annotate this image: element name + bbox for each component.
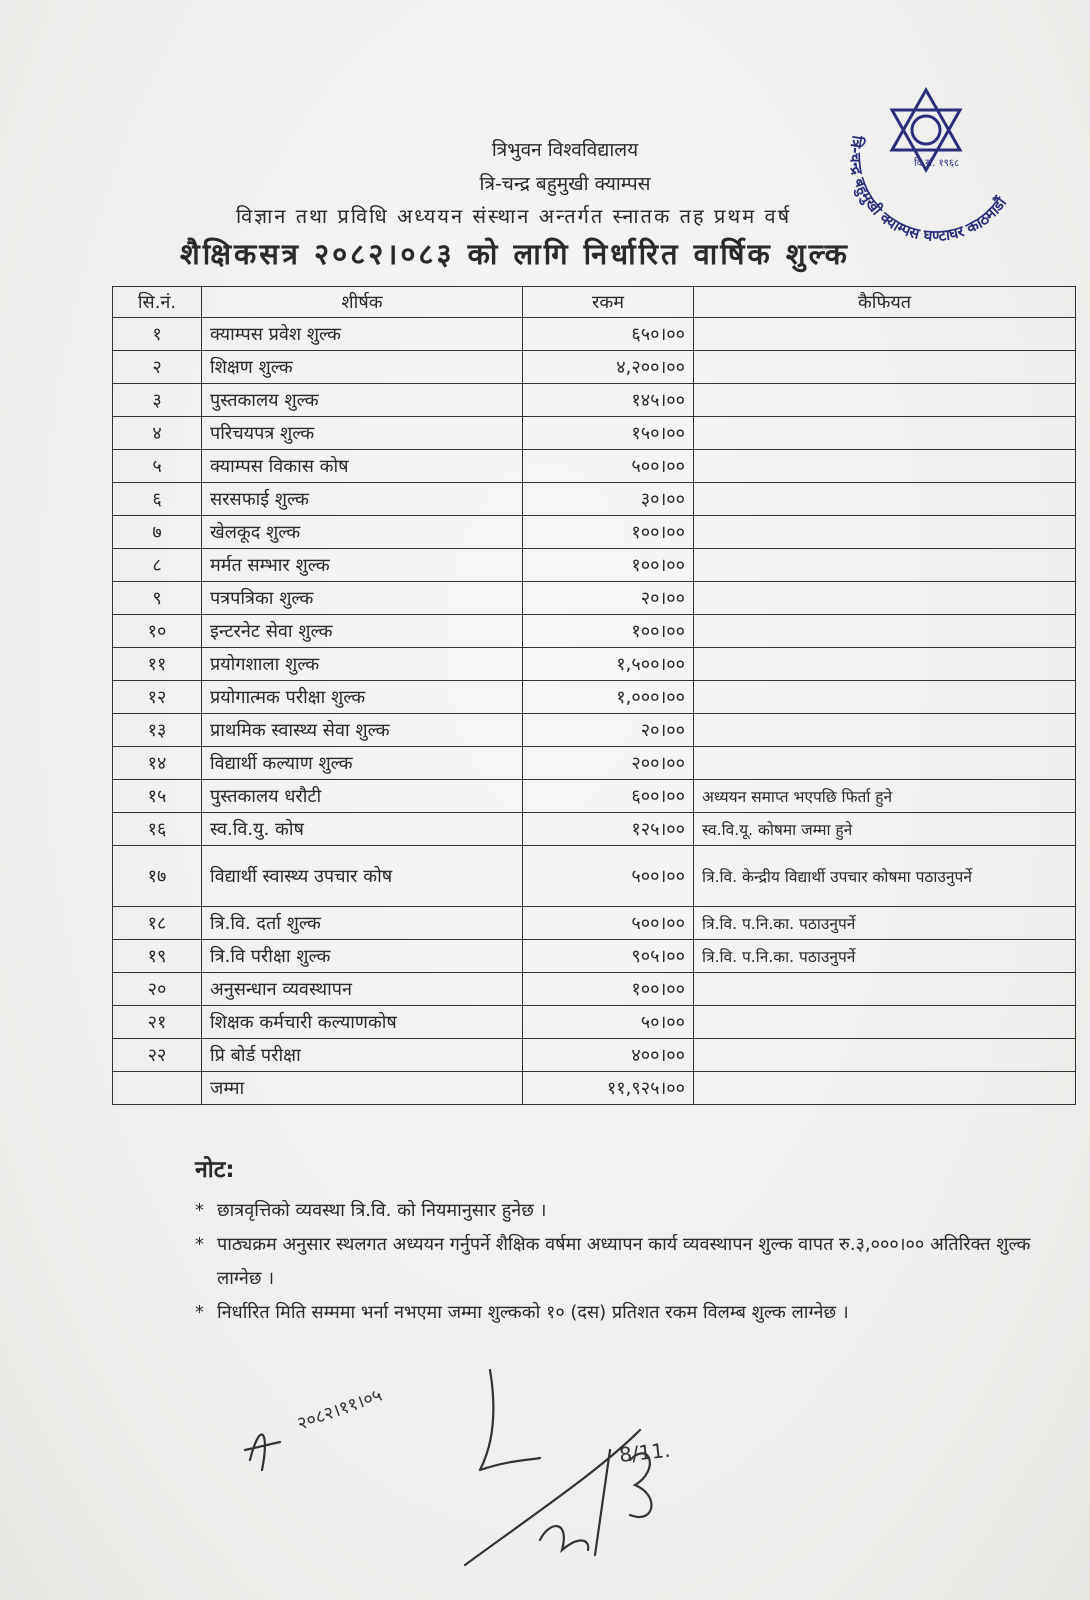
- remark-cell: [694, 582, 1076, 615]
- table-row: [113, 549, 1076, 582]
- remark-cell: [694, 384, 1076, 417]
- remark-cell: [694, 615, 1076, 648]
- title-cell: क्याम्पस प्रवेश शुल्क: [202, 318, 523, 351]
- title-cell: पुस्तकालय धरौटी: [202, 780, 523, 813]
- remark-cell: [694, 450, 1076, 483]
- signature-graphic: [240, 1310, 720, 1580]
- total-sn-cell: [113, 1072, 202, 1105]
- remark-cell: [694, 1006, 1076, 1039]
- fee-table: [112, 286, 1076, 1105]
- sn-cell: १०: [113, 615, 202, 648]
- remark-cell: स्व.वि.यू. कोषमा जम्मा हुने: [694, 813, 1076, 846]
- signature-stroke: [245, 1435, 280, 1470]
- title-cell: शिक्षक कर्मचारी कल्याणकोष: [202, 1006, 523, 1039]
- amount-cell: १,५००।००: [523, 648, 694, 681]
- table-row: [113, 318, 1076, 351]
- table-row: [113, 516, 1076, 549]
- sn-cell: १६: [113, 813, 202, 846]
- remark-cell: त्रि.वि. केन्द्रीय विद्यार्थी उपचार कोषमा पठाउनुपर्ने: [694, 846, 1076, 907]
- table-row: [113, 747, 1076, 780]
- table-row: [113, 973, 1076, 1006]
- remark-cell: [694, 483, 1076, 516]
- remark-cell: [694, 648, 1076, 681]
- amount-cell: ३०।००: [523, 483, 694, 516]
- sn-cell: १२: [113, 681, 202, 714]
- table-row: [113, 582, 1076, 615]
- note-item: * पाठ्यक्रम अनुसार स्थलगत अध्ययन गर्नुपर्ने शैक्षिक वर्षमा अध्यापन कार्य व्यवस्थापन शुल्क वापत रु.३,०००।०० अतिरिक्त शुल्क लाग्नेछ ।: [195, 1234, 1031, 1289]
- amount-cell: ६००।००: [523, 780, 694, 813]
- table-header-row: [113, 287, 1076, 318]
- sn-cell: ८: [113, 549, 202, 582]
- title-cell: अनुसन्धान व्यवस्थापन: [202, 973, 523, 1006]
- sn-cell: १७: [113, 846, 202, 907]
- notes-title: नोट:: [195, 1157, 235, 1183]
- table-row: [113, 450, 1076, 483]
- signature-stroke: [595, 1450, 610, 1555]
- note-text: छात्रवृत्तिको व्यवस्था त्रि.वि. को नियमानुसार हुनेछ ।: [217, 1200, 547, 1221]
- amount-cell: ९०५।००: [523, 940, 694, 973]
- campus-name: त्रि-चन्द्र बहुमुखी क्याम्पस: [479, 173, 651, 195]
- title-cell: परिचयपत्र शुल्क: [202, 417, 523, 450]
- header-remarks: कैफियत: [694, 287, 1076, 318]
- table-row: [113, 1006, 1076, 1039]
- table-row: [113, 648, 1076, 681]
- title-cell: प्रयोगात्मक परीक्षा शुल्क: [202, 681, 523, 714]
- header-sn: सि.नं.: [113, 287, 202, 318]
- sn-cell: ११: [113, 648, 202, 681]
- remark-cell: [694, 714, 1076, 747]
- table-row: [113, 813, 1076, 846]
- amount-cell: ४००।००: [523, 1039, 694, 1072]
- sn-cell: २०: [113, 973, 202, 1006]
- title-cell: स्व.वि.यु. कोष: [202, 813, 523, 846]
- amount-cell: १४५।००: [523, 384, 694, 417]
- amount-cell: १००।००: [523, 615, 694, 648]
- remark-cell: [694, 318, 1076, 351]
- title-cell: प्राथमिक स्वास्थ्य सेवा शुल्क: [202, 714, 523, 747]
- sn-cell: १३: [113, 714, 202, 747]
- header-title: शीर्षक: [202, 287, 523, 318]
- title-cell: पुस्तकालय शुल्क: [202, 384, 523, 417]
- table-row: [113, 907, 1076, 940]
- handwritten-date: २०८२।११।०५: [294, 1384, 385, 1435]
- seal-text: त्रि-चन्द्र बहुमुखी क्याम्पस घण्टाघर काठमाडौं: [848, 134, 1010, 245]
- sn-cell: २: [113, 351, 202, 384]
- title-cell: त्रि.वि परीक्षा शुल्क: [202, 940, 523, 973]
- amount-cell: ४,२००।००: [523, 351, 694, 384]
- title-cell: शिक्षण शुल्क: [202, 351, 523, 384]
- table-row: [113, 940, 1076, 973]
- table-row: [113, 417, 1076, 450]
- total-amount: ११,९२५।००: [523, 1072, 694, 1105]
- note-item: * छात्रवृत्तिको व्यवस्था त्रि.वि. को नियमानुसार हुनेछ ।: [195, 1200, 547, 1221]
- remark-cell: [694, 351, 1076, 384]
- remark-cell: अध्ययन समाप्त भएपछि फिर्ता हुने: [694, 780, 1076, 813]
- sn-cell: ४: [113, 417, 202, 450]
- table-row: [113, 384, 1076, 417]
- amount-cell: ५००।००: [523, 907, 694, 940]
- table-row: [113, 483, 1076, 516]
- table-row: [113, 615, 1076, 648]
- title-cell: सरसफाई शुल्क: [202, 483, 523, 516]
- signature-stroke: [465, 1430, 640, 1565]
- table-row: [113, 351, 1076, 384]
- fee-table-body: [113, 318, 1076, 1105]
- amount-cell: ५००।००: [523, 450, 694, 483]
- table-row: [113, 1039, 1076, 1072]
- remark-cell: [694, 747, 1076, 780]
- total-row: [113, 1072, 1076, 1105]
- handwritten-date-2: 8/11.: [618, 1437, 672, 1467]
- amount-cell: ६५०।००: [523, 318, 694, 351]
- amount-cell: १००।००: [523, 973, 694, 1006]
- amount-cell: १,०००।००: [523, 681, 694, 714]
- title-cell: खेलकूद शुल्क: [202, 516, 523, 549]
- table-row: [113, 681, 1076, 714]
- signature-stroke: [480, 1370, 540, 1470]
- total-label: जम्मा: [202, 1072, 523, 1105]
- amount-cell: १२५।००: [523, 813, 694, 846]
- remark-cell: त्रि.वि. प.नि.का. पठाउनुपर्ने: [694, 940, 1076, 973]
- seal-graphic: [848, 80, 1018, 250]
- table-row: [113, 714, 1076, 747]
- sn-cell: २१: [113, 1006, 202, 1039]
- amount-cell: १००।००: [523, 549, 694, 582]
- header-amount: रकम: [523, 287, 694, 318]
- sn-cell: ३: [113, 384, 202, 417]
- sn-cell: ६: [113, 483, 202, 516]
- amount-cell: ५००।००: [523, 846, 694, 907]
- sn-cell: २२: [113, 1039, 202, 1072]
- notes-section: [195, 1152, 1055, 1330]
- remark-cell: [694, 549, 1076, 582]
- table-row: [113, 780, 1076, 813]
- document-title: शैक्षिकसत्र २०८२।०८३ को लागि निर्धारित वार्षिक शुल्क: [180, 237, 850, 271]
- remark-cell: [694, 681, 1076, 714]
- remark-cell: [694, 973, 1076, 1006]
- title-cell: प्रयोगशाला शुल्क: [202, 648, 523, 681]
- seal-center-circle: [912, 116, 940, 144]
- handwritten-signature-area: [240, 1310, 720, 1580]
- sn-cell: १४: [113, 747, 202, 780]
- total-remark-cell: [694, 1072, 1076, 1105]
- note-item: * निर्धारित मिति सम्ममा भर्ना नभएमा जम्मा शुल्कको १० (दस) प्रतिशत रकम विलम्ब शुल्क लाग्नेछ ।: [195, 1302, 849, 1323]
- remark-cell: [694, 1039, 1076, 1072]
- sn-cell: १८: [113, 907, 202, 940]
- sn-cell: १९: [113, 940, 202, 973]
- sn-cell: ५: [113, 450, 202, 483]
- amount-cell: १००।००: [523, 516, 694, 549]
- title-cell: पत्रपत्रिका शुल्क: [202, 582, 523, 615]
- institute-line: विज्ञान तथा प्रविधि अध्ययन संस्थान अन्तर्गत स्नातक तह प्रथम वर्ष: [236, 204, 792, 228]
- title-cell: त्रि.वि. दर्ता शुल्क: [202, 907, 523, 940]
- sn-cell: ७: [113, 516, 202, 549]
- sn-cell: १५: [113, 780, 202, 813]
- campus-seal: [848, 80, 1018, 250]
- title-cell: प्रि बोर्ड परीक्षा: [202, 1039, 523, 1072]
- remark-cell: [694, 417, 1076, 450]
- title-cell: क्याम्पस विकास कोष: [202, 450, 523, 483]
- title-cell: मर्मत सम्भार शुल्क: [202, 549, 523, 582]
- remark-cell: त्रि.वि. प.नि.का. पठाउनुपर्ने: [694, 907, 1076, 940]
- title-cell: विद्यार्थी कल्याण शुल्क: [202, 747, 523, 780]
- seal-star-up: [892, 90, 960, 150]
- remark-cell: [694, 516, 1076, 549]
- note-text: पाठ्यक्रम अनुसार स्थलगत अध्ययन गर्नुपर्ने शैक्षिक वर्षमा अध्यापन कार्य व्यवस्थापन शुल्क वापत रु.३,०००।०० अतिरिक्त शुल्क लाग्नेछ ।: [217, 1234, 1031, 1289]
- amount-cell: २०।००: [523, 582, 694, 615]
- table-row: [113, 846, 1076, 907]
- amount-cell: २०।००: [523, 714, 694, 747]
- title-cell: विद्यार्थी स्वास्थ्य उपचार कोष: [202, 846, 523, 907]
- amount-cell: १५०।००: [523, 417, 694, 450]
- amount-cell: ५०।००: [523, 1006, 694, 1039]
- sn-cell: ९: [113, 582, 202, 615]
- amount-cell: २००।००: [523, 747, 694, 780]
- note-text: निर्धारित मिति सम्ममा भर्ना नभएमा जम्मा शुल्कको १० (दस) प्रतिशत रकम विलम्ब शुल्क लाग्नेछ ।: [217, 1302, 849, 1323]
- seal-year: वि.सं. १९६८: [914, 158, 960, 169]
- sn-cell: १: [113, 318, 202, 351]
- university-name: त्रिभुवन विश्वविद्यालय: [491, 139, 639, 161]
- title-cell: इन्टरनेट सेवा शुल्क: [202, 615, 523, 648]
